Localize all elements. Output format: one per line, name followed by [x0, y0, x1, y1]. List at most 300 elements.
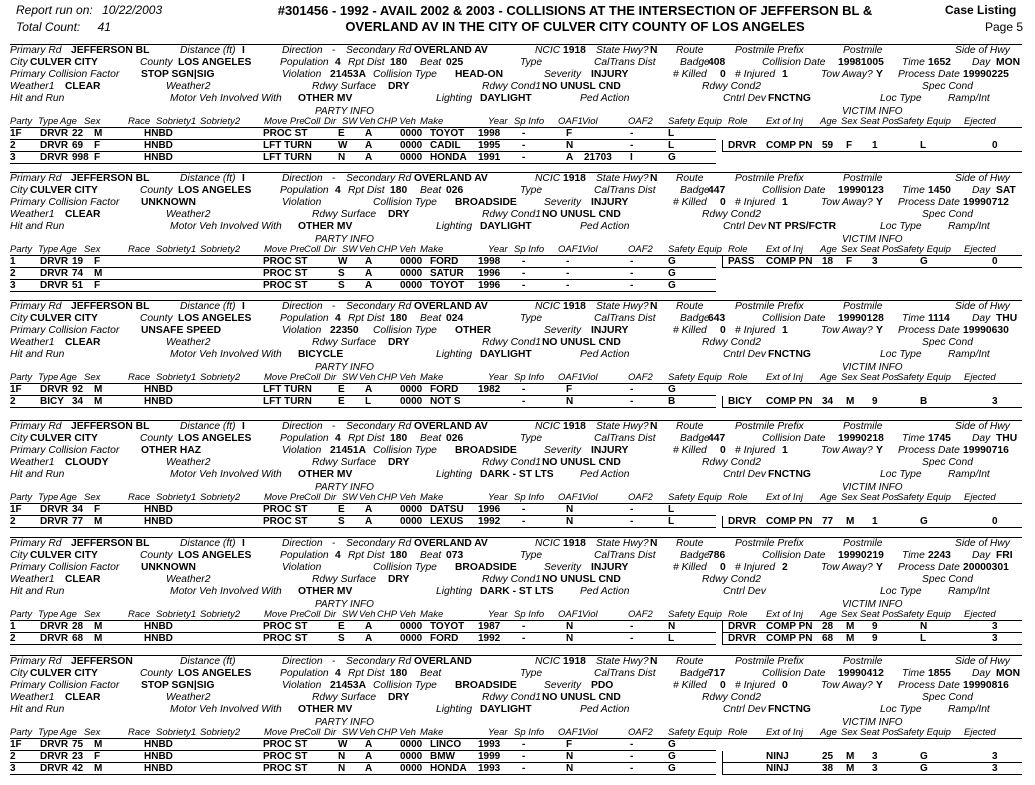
party-sw: A [365, 152, 373, 163]
beat-label: Beat [420, 433, 442, 444]
lighting-value: DAYLIGHT [480, 93, 532, 104]
party-move-pre: PROC ST [263, 621, 308, 632]
party-column-headers [10, 116, 1022, 127]
rdwy-surface-label: Rdwy Surface [312, 337, 377, 348]
party-col-header: OAF2 [628, 492, 653, 503]
party-chp-veh: 0000 [400, 763, 423, 774]
distance-value: I [242, 45, 245, 56]
process-date-value: 20000301 [963, 562, 1009, 573]
rdwy-surface-label: Rdwy Surface [312, 574, 377, 585]
severity-value: INJURY [591, 69, 629, 80]
party-col-header: OAF1 [558, 727, 583, 738]
city-value: CULVER CITY [30, 313, 98, 324]
party-dir: E [338, 504, 345, 515]
side-of-hwy-label: Side of Hwy [955, 45, 1010, 56]
party-make: TOYOT [430, 128, 465, 139]
killed-label: # Killed [673, 445, 707, 456]
severity-value: PDO [591, 680, 614, 691]
state-hwy-label: State Hwy? [596, 301, 649, 312]
badge-label: Badge [680, 668, 710, 679]
severity-label: Severity [544, 325, 582, 336]
party-year: 1987 [478, 621, 501, 632]
party-chp-veh: 0000 [400, 621, 423, 632]
party-col-header: OAF1 [558, 372, 583, 383]
secondary-rd-label: Secondary Rd [346, 421, 412, 432]
secondary-rd-label: Secondary Rd [346, 301, 412, 312]
party-number: 2 [10, 140, 16, 151]
victim-col-header: Age [820, 727, 837, 738]
party-info-heading: PARTY INFO [315, 599, 374, 610]
cntrl-dev-value: FNCTNG [768, 93, 811, 104]
rdwy-cond2-label: Rdwy Cond2 [702, 209, 761, 220]
population-label: Population [280, 57, 329, 68]
victim-row-divider [722, 751, 723, 762]
postmile-label: Postmile [843, 538, 883, 549]
route-label: Route [676, 538, 704, 549]
victim-ejected: 3 [992, 396, 998, 407]
victim-role: DRVR [728, 516, 757, 527]
party-year: 1999 [478, 751, 501, 762]
time-label: Time [902, 185, 925, 196]
party-oaf2: - [630, 763, 634, 774]
secondary-rd-label: Secondary Rd [346, 173, 412, 184]
party-col-header: Sex [84, 727, 101, 738]
party-sex: M [94, 516, 103, 527]
primary-rd-value: JEFFERSON BL [71, 301, 150, 312]
victim-role: BICY [728, 396, 752, 407]
cntrl-dev-value: FNCTNG [768, 349, 811, 360]
caltrans-dist-label: CalTrans Dist [594, 313, 656, 324]
city-value: CULVER CITY [30, 668, 98, 679]
tow-away-label: Tow Away? [821, 325, 873, 336]
injured-value: 1 [782, 325, 788, 336]
state-hwy-label: State Hwy? [596, 656, 649, 667]
state-hwy-label: State Hwy? [596, 45, 649, 56]
mviw-label: Motor Veh Involved With [170, 93, 282, 104]
party-chp-veh: 0000 [400, 396, 423, 407]
party-sp-info: - [522, 396, 526, 407]
collision-type-value: BROADSIDE [455, 562, 517, 573]
party-safety-equip: L [668, 140, 675, 151]
party-sex: F [94, 140, 101, 151]
party-col-header: OAF2 [628, 609, 653, 620]
collision-type-label: Collision Type [373, 69, 437, 80]
party-oaf2: - [630, 128, 634, 139]
severity-label: Severity [544, 680, 582, 691]
party-oaf1: - [566, 280, 570, 291]
rdwy-cond2-label: Rdwy Cond2 [702, 81, 761, 92]
party-safety-equip: G [668, 256, 676, 267]
injured-value: 0 [782, 680, 788, 691]
population-value: 4 [335, 550, 341, 561]
victim-col-header: Seat Pos [860, 727, 899, 738]
record-line-location [10, 173, 1022, 185]
city-label: City [10, 668, 28, 679]
victim-seat-pos: 3 [872, 751, 878, 762]
collision-date-label: Collision Date [762, 550, 826, 561]
pcf-value: STOP SGN|SIG [141, 680, 215, 691]
distance-value: I [242, 173, 245, 184]
party-col-header: OAF1 [558, 492, 583, 503]
cntrl-dev-value: NT PRS/FCTR [768, 221, 837, 232]
day-label: Day [972, 433, 991, 444]
victim-seat-pos: 3 [872, 763, 878, 774]
ncic-value: 1918 [563, 538, 586, 549]
party-col-header: Party [10, 244, 33, 255]
process-date-label: Process Date [898, 445, 960, 456]
party-col-header: Year [488, 244, 508, 255]
cntrl-dev-label: Cntrl Dev [723, 586, 766, 597]
victim-row [10, 763, 1022, 774]
party-col-header: Sex [84, 609, 101, 620]
victim-row [10, 751, 1022, 762]
party-year: 1996 [478, 504, 501, 515]
victim-role: DRVR [728, 621, 757, 632]
badge-value: 408 [708, 57, 726, 68]
victim-row-rule [722, 644, 1022, 645]
record-line-lighting [10, 93, 1022, 105]
collision-record [10, 172, 1022, 291]
party-col-header: Veh [359, 244, 376, 255]
party-col-header: Move Pre [264, 727, 305, 738]
party-oaf1: F [566, 739, 573, 750]
victim-info-heading: VICTIM INFO [842, 482, 903, 493]
victim-age: 68 [822, 633, 834, 644]
victim-role: DRVR [728, 633, 757, 644]
weather1-value: CLEAR [65, 81, 101, 92]
party-sp-info: - [522, 621, 526, 632]
rpt-dist-value: 180 [390, 57, 408, 68]
party-row-rule [10, 163, 716, 164]
side-of-hwy-label: Side of Hwy [955, 538, 1010, 549]
party-col-header: Sobriety2 [200, 727, 241, 738]
party-col-header: Sobriety2 [200, 372, 241, 383]
party-row [10, 504, 1022, 515]
caltrans-dist-label: CalTrans Dist [594, 57, 656, 68]
party-col-header: Sobriety2 [200, 244, 241, 255]
collision-date-label: Collision Date [762, 433, 826, 444]
distance-label: Distance (ft) [180, 656, 236, 667]
party-column-headers [10, 727, 1022, 738]
party-col-header: Move Pre [264, 116, 305, 127]
cntrl-dev-label: Cntrl Dev [723, 469, 766, 480]
party-type: DRVR [40, 384, 69, 395]
party-number: 3 [10, 152, 16, 163]
direction-value: - [332, 301, 336, 312]
record-line-factor [10, 325, 1022, 337]
party-col-header: Sobriety1 [156, 492, 197, 503]
party-row-rule [10, 644, 716, 645]
primary-rd-label: Primary Rd [10, 538, 62, 549]
time-label: Time [902, 313, 925, 324]
victim-info-heading: VICTIM INFO [842, 234, 903, 245]
postmile-prefix-label: Postmile Prefix [735, 656, 804, 667]
pcf-label: Primary Collision Factor [10, 680, 120, 691]
lighting-value: DAYLIGHT [480, 704, 532, 715]
party-chp-veh: 0000 [400, 739, 423, 750]
secondary-rd-value: OVERLAND AV [414, 173, 488, 184]
party-safety-equip: G [668, 739, 676, 750]
city-value: CULVER CITY [30, 433, 98, 444]
day-value: THU [996, 313, 1018, 324]
party-sobriety1: HNBD [144, 396, 173, 407]
party-col-header: Race [128, 727, 151, 738]
party-oaf2: - [630, 621, 634, 632]
party-col-header: SW [342, 116, 358, 127]
spec-cond-label: Spec Cond [922, 692, 973, 703]
mviw-value: OTHER MV [298, 586, 353, 597]
side-of-hwy-label: Side of Hwy [955, 656, 1010, 667]
distance-label: Distance (ft) [180, 301, 236, 312]
hit-and-run-label: Hit and Run [10, 586, 65, 597]
party-sw: A [365, 256, 373, 267]
process-date-value: 19990716 [963, 445, 1009, 456]
ped-action-label: Ped Action [580, 93, 630, 104]
weather2-label: Weather2 [166, 337, 211, 348]
victim-age: 25 [822, 751, 834, 762]
ped-action-label: Ped Action [580, 469, 630, 480]
rdwy-cond1-label: Rdwy Cond1 [482, 574, 541, 585]
violation-value: 21453A [330, 680, 367, 691]
party-number: 1F [10, 504, 22, 515]
beat-label: Beat [420, 550, 442, 561]
party-oaf1: - [566, 256, 570, 267]
ncic-label: NCIC [535, 301, 561, 312]
party-col-header: Sex [84, 372, 101, 383]
victim-ejected: 3 [992, 763, 998, 774]
collision-type-label: Collision Type [373, 325, 437, 336]
cntrl-dev-value: FNCTNG [768, 469, 811, 480]
hit-and-run-label: Hit and Run [10, 221, 65, 232]
mviw-label: Motor Veh Involved With [170, 469, 282, 480]
party-number: 2 [10, 516, 16, 527]
party-chp-veh: 0000 [400, 384, 423, 395]
party-col-header: Dir [324, 116, 337, 127]
party-number: 2 [10, 633, 16, 644]
victim-sex: M [846, 396, 855, 407]
distance-label: Distance (ft) [180, 421, 236, 432]
violation-label: Violation [282, 680, 322, 691]
party-col-header: Sobriety1 [156, 609, 197, 620]
party-type: DRVR [40, 621, 69, 632]
severity-value: INJURY [591, 445, 629, 456]
party-safety-equip: G [668, 280, 676, 291]
direction-value: - [332, 45, 336, 56]
party-col-header: Viol [582, 609, 598, 620]
party-sw: A [365, 128, 373, 139]
party-col-header: Sp Info [514, 372, 545, 383]
collision-type-value: OTHER [455, 325, 492, 336]
run-label: Report run on: [16, 3, 93, 17]
party-col-header: CHP Veh [377, 372, 416, 383]
collision-date-value: 19990218 [838, 433, 884, 444]
party-year: 1996 [478, 280, 501, 291]
party-type: DRVR [40, 280, 69, 291]
lighting-label: Lighting [436, 704, 473, 715]
type-label: Type [520, 313, 543, 324]
county-value: LOS ANGELES [178, 57, 252, 68]
ped-action-label: Ped Action [580, 221, 630, 232]
ncic-label: NCIC [535, 173, 561, 184]
county-value: LOS ANGELES [178, 185, 252, 196]
party-safety-equip: L [668, 633, 675, 644]
collision-type-label: Collision Type [373, 445, 437, 456]
process-date-label: Process Date [898, 69, 960, 80]
rdwy-cond1-value: NO UNUSL CND [542, 457, 621, 468]
party-type: DRVR [40, 152, 69, 163]
victim-ejected: 3 [992, 633, 998, 644]
collision-type-value: BROADSIDE [455, 680, 517, 691]
party-move-pre: PROC ST [263, 268, 308, 279]
party-chp-veh: 0000 [400, 504, 423, 515]
caltrans-dist-label: CalTrans Dist [594, 433, 656, 444]
pcf-label: Primary Collision Factor [10, 197, 120, 208]
party-chp-veh: 0000 [400, 128, 423, 139]
party-row-rule [10, 527, 716, 528]
party-col-header: Sp Info [514, 116, 545, 127]
party-col-header: Race [128, 492, 151, 503]
rpt-dist-value: 180 [390, 668, 408, 679]
party-col-header: Make [420, 492, 444, 503]
party-age: 34 [72, 396, 84, 407]
party-sw: L [365, 396, 372, 407]
loc-type-label: Loc Type [880, 93, 922, 104]
party-col-header: OAF1 [558, 244, 583, 255]
party-col-header: Make [420, 609, 444, 620]
party-col-header: Viol [582, 492, 598, 503]
county-value: LOS ANGELES [178, 668, 252, 679]
party-col-header: Coll [304, 116, 321, 127]
party-oaf2: - [630, 280, 634, 291]
time-value: 2243 [928, 550, 951, 561]
victim-ejected: 3 [992, 751, 998, 762]
beat-value: 026 [446, 185, 464, 196]
party-move-pre: LFT TURN [263, 396, 312, 407]
record-line-city [10, 550, 1022, 562]
party-col-header: SW [342, 492, 358, 503]
party-col-header: Coll [304, 609, 321, 620]
victim-safety-equip: G [920, 516, 928, 527]
caltrans-dist-label: CalTrans Dist [594, 550, 656, 561]
collision-type-label: Collision Type [373, 562, 437, 573]
badge-label: Badge [680, 313, 710, 324]
population-label: Population [280, 433, 329, 444]
victim-seat-pos: 9 [872, 396, 878, 407]
rdwy-surface-value: DRY [388, 692, 410, 703]
state-hwy-label: State Hwy? [596, 538, 649, 549]
victim-col-header: Role [728, 492, 748, 503]
badge-value: 786 [708, 550, 726, 561]
party-col-header: Party [10, 492, 33, 503]
killed-value: 0 [720, 325, 726, 336]
city-value: CULVER CITY [30, 550, 98, 561]
victim-col-header: Ejected [964, 116, 996, 127]
rpt-dist-value: 180 [390, 433, 408, 444]
injured-label: # Injured [735, 69, 776, 80]
badge-label: Badge [680, 57, 710, 68]
ramp-int-label: Ramp/Int [948, 221, 990, 232]
party-sobriety1: HNBD [144, 739, 173, 750]
party-col-header: Race [128, 116, 151, 127]
violation-value: 21451A [330, 445, 367, 456]
record-line-lighting [10, 349, 1022, 361]
victim-seat-pos: 1 [872, 516, 878, 527]
badge-label: Badge [680, 433, 710, 444]
time-value: 1652 [928, 57, 951, 68]
loc-type-label: Loc Type [880, 349, 922, 360]
county-label: County [140, 57, 173, 68]
state-hwy-value: N [650, 421, 658, 432]
party-age: 34 [72, 504, 84, 515]
party-number: 1 [10, 256, 16, 267]
victim-info-heading: VICTIM INFO [842, 599, 903, 610]
time-label: Time [902, 668, 925, 679]
party-col-header: Age [60, 116, 77, 127]
party-row [10, 739, 1022, 750]
rdwy-cond2-label: Rdwy Cond2 [702, 574, 761, 585]
party-type: DRVR [40, 256, 69, 267]
victim-row-divider [722, 140, 723, 151]
party-sw: A [365, 268, 373, 279]
victim-ejected: 0 [992, 516, 998, 527]
rdwy-surface-value: DRY [388, 574, 410, 585]
party-col-header: Sobriety2 [200, 492, 241, 503]
party-col-header: Move Pre [264, 609, 305, 620]
victim-col-header: Ext of Inj [766, 609, 803, 620]
time-label: Time [902, 433, 925, 444]
party-make: SATUR [430, 268, 464, 279]
weather1-label: Weather1 [10, 457, 55, 468]
weather1-label: Weather1 [10, 574, 55, 585]
record-line-weather [10, 81, 1022, 93]
victim-col-header: Safety Equip [897, 609, 951, 620]
process-date-label: Process Date [898, 562, 960, 573]
victim-col-header: Ext of Inj [766, 244, 803, 255]
beat-label: Beat [420, 313, 442, 324]
killed-label: # Killed [673, 69, 707, 80]
badge-value: 643 [708, 313, 726, 324]
party-col-header: Make [420, 116, 444, 127]
party-col-header: Sobriety2 [200, 609, 241, 620]
population-value: 4 [335, 433, 341, 444]
county-label: County [140, 433, 173, 444]
party-sp-info: - [522, 516, 526, 527]
party-col-header: CHP Veh [377, 609, 416, 620]
party-sex: M [94, 739, 103, 750]
state-hwy-value: N [650, 656, 658, 667]
party-col-header: Veh [359, 609, 376, 620]
ncic-value: 1918 [563, 45, 586, 56]
violation-label: Violation [282, 562, 322, 573]
state-hwy-value: N [650, 301, 658, 312]
party-col-header: Veh [359, 727, 376, 738]
victim-ext-of-inj: NINJ [766, 751, 789, 762]
day-value: SAT [996, 185, 1016, 196]
pcf-label: Primary Collision Factor [10, 69, 120, 80]
party-col-header: Dir [324, 609, 337, 620]
victim-ext-of-inj: NINJ [766, 763, 789, 774]
party-col-header: Party [10, 372, 33, 383]
party-dir: E [338, 396, 345, 407]
party-sp-info: - [522, 504, 526, 515]
party-chp-veh: 0000 [400, 751, 423, 762]
party-age: 69 [72, 140, 84, 151]
party-number: 2 [10, 396, 16, 407]
direction-value: - [332, 173, 336, 184]
weather1-label: Weather1 [10, 337, 55, 348]
ncic-label: NCIC [535, 538, 561, 549]
party-type: DRVR [40, 128, 69, 139]
